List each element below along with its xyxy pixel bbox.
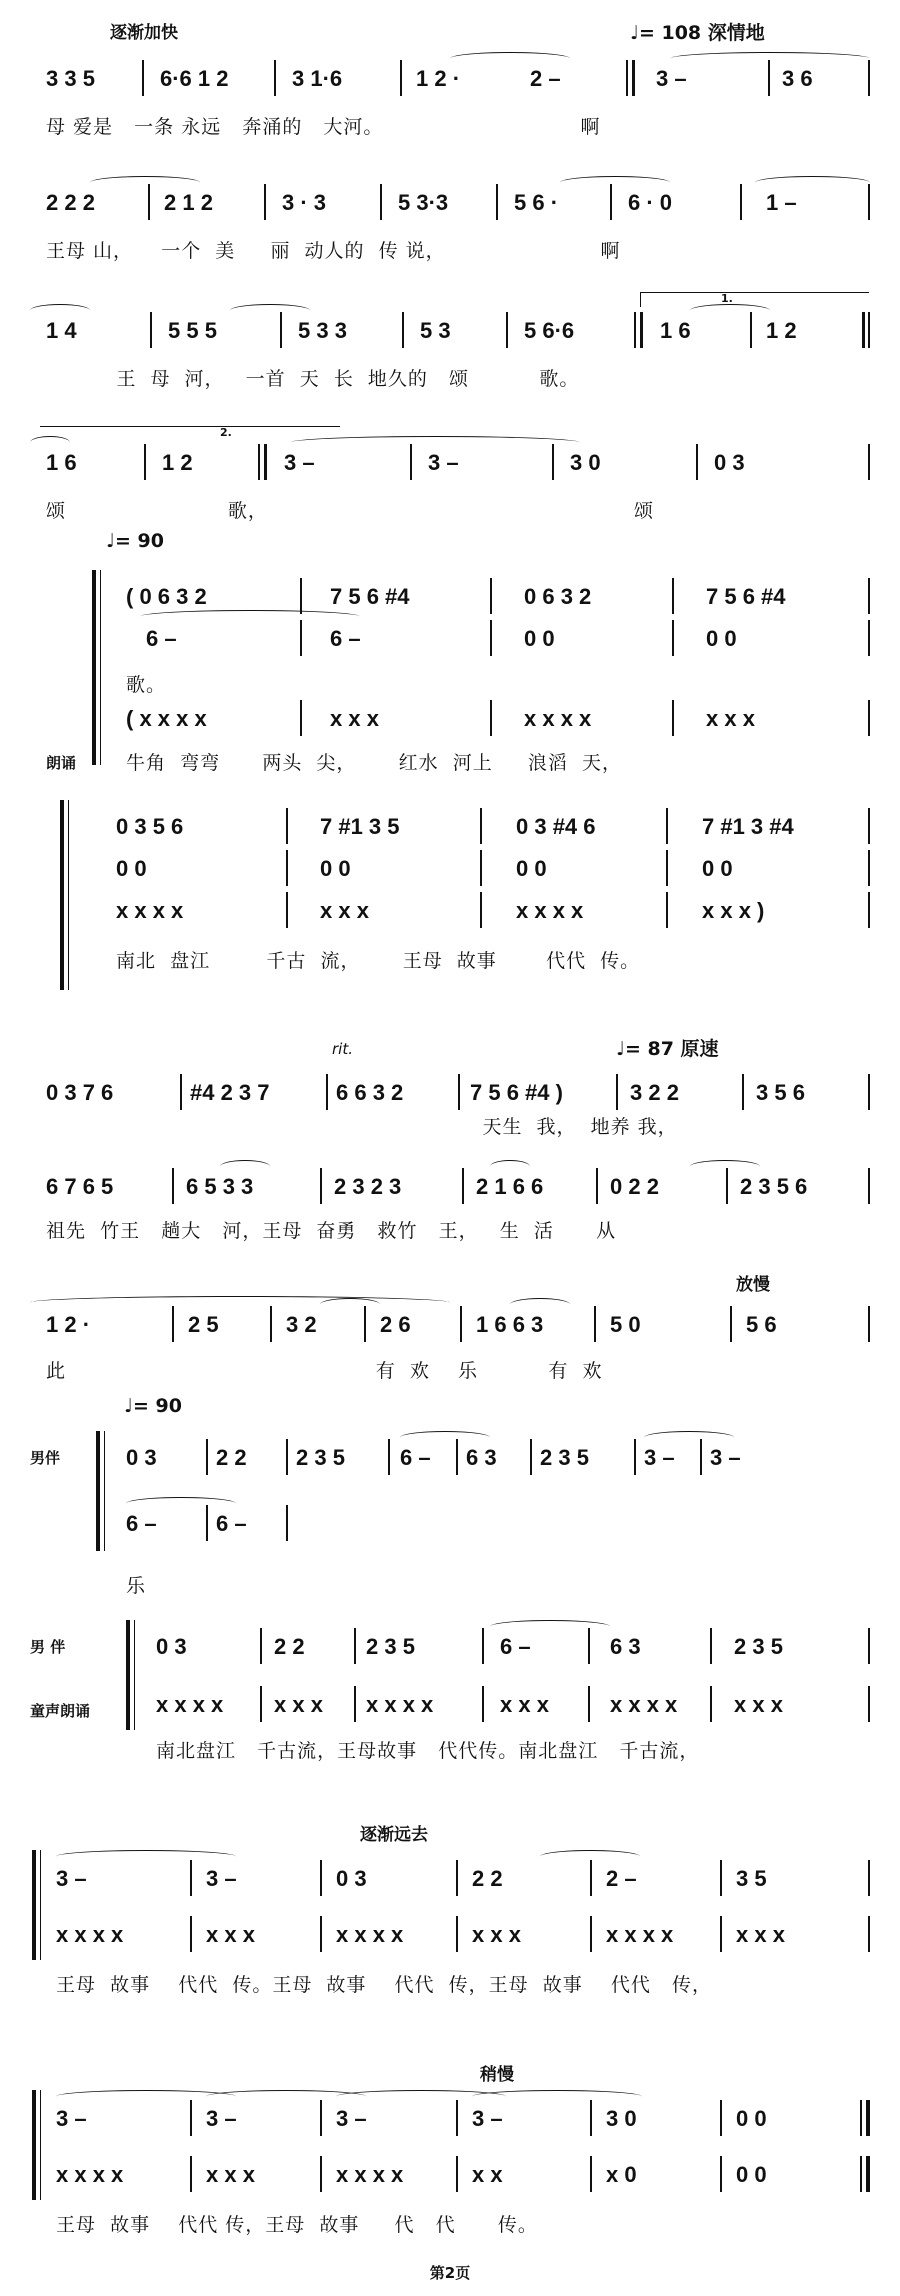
measure: 1 6 — [46, 450, 77, 475]
part-label: 男 伴 — [30, 1638, 66, 1656]
measure: 0 0 — [736, 2106, 767, 2131]
tempo-marking: 逐渐远去 — [360, 1825, 428, 1845]
measure: 0 3 5 6 — [116, 814, 184, 839]
part-label: 朗诵 — [46, 754, 77, 772]
measure: 1 – — [766, 190, 797, 215]
measure: 2 3 2 3 — [334, 1174, 402, 1199]
measure: x x x x — [606, 1922, 674, 1947]
measure: 5 6 · — [514, 190, 559, 215]
measure: 1 2 — [766, 318, 797, 343]
measure: 5 0 — [610, 1312, 641, 1337]
part-1 — [30, 808, 870, 848]
melody-line — [30, 312, 870, 352]
measure: x x x — [734, 1692, 783, 1717]
part-3 — [30, 892, 870, 932]
measure: 2 3 5 6 — [740, 1174, 808, 1199]
measure: 6 – — [330, 626, 361, 651]
measure: x x x ) — [702, 898, 765, 923]
measure: x x x — [206, 1922, 255, 1947]
measure: 2 – — [530, 66, 561, 91]
measure: 2 3 5 — [540, 1445, 589, 1470]
measure: 1 4 — [46, 318, 77, 343]
measure: 3 · 3 — [282, 190, 327, 215]
part-2 — [30, 850, 870, 890]
volta-1: 1. — [721, 292, 733, 305]
measure: 5 3 — [420, 318, 451, 343]
tempo-marking: 放慢 — [736, 1275, 770, 1295]
measure: 2 1 2 — [164, 190, 213, 215]
measure: ( x x x x — [126, 706, 207, 731]
measure: x x x x — [336, 1922, 404, 1947]
melody-line — [30, 1168, 870, 1208]
tempo-marking: ♩= 90 — [124, 1395, 182, 1417]
part-3 — [30, 700, 870, 740]
measure: x x x — [706, 706, 755, 731]
measure: 3 6 — [782, 66, 813, 91]
measure: x x x — [206, 2162, 255, 2187]
measure: 0 0 — [116, 856, 147, 881]
tempo-marking: ♩= 87 原速 — [616, 1038, 719, 1060]
measure: 5 6·6 — [524, 318, 575, 343]
measure: 3 – — [284, 450, 315, 475]
melody-line — [30, 1306, 870, 1346]
part-2 — [30, 620, 870, 660]
measure: x x — [472, 2162, 503, 2187]
measure: 2 2 — [216, 1445, 247, 1470]
measure: 6 3 — [466, 1445, 497, 1470]
tempo-marking: ♩= 90 — [106, 530, 164, 552]
part-2 — [30, 1686, 870, 1726]
melody-line — [30, 1074, 870, 1114]
measure: 0 0 — [706, 626, 737, 651]
measure: 5 3·3 — [398, 190, 449, 215]
lyrics: 王 母 河， 一首 天 长 地久的 颂 歌。 — [46, 368, 580, 390]
measure: 6 · 0 — [628, 190, 673, 215]
measure: 6 3 — [610, 1634, 641, 1659]
measure: 0 6 3 2 — [524, 584, 592, 609]
measure: 6 – — [500, 1634, 531, 1659]
measure: 2 3 5 — [366, 1634, 415, 1659]
lyrics: 王母 山， 一个 美 丽 动人的 传 说， 啊 — [46, 240, 621, 262]
measure: 3 0 — [606, 2106, 637, 2131]
measure: 1 2 · — [416, 66, 461, 91]
measure: 3 3 5 — [46, 66, 95, 91]
measure: 1 2 · — [46, 1312, 91, 1337]
measure: x x x x — [524, 706, 592, 731]
part-2 — [30, 2156, 870, 2196]
measure: 2 3 5 — [296, 1445, 345, 1470]
measure: 1 6 — [660, 318, 691, 343]
part-label: 男伴 — [30, 1449, 61, 1467]
measure: 6 6 3 2 — [336, 1080, 404, 1105]
measure: 0 3 — [156, 1634, 187, 1659]
lyrics: 祖先 竹王 趟大 河，王母 奋勇 救竹 王， 生 活 从 — [46, 1220, 617, 1242]
measure: 7 5 6 #4 — [706, 584, 786, 609]
measure: x x x x — [366, 1692, 434, 1717]
lyrics: 王母 故事 代代 传。王母 故事 代代 传，王母 故事 代代 传， — [56, 1974, 712, 1996]
measure: 7 #1 3 5 — [320, 814, 400, 839]
measure: 5 6 — [746, 1312, 777, 1337]
volta-2: 2. — [220, 426, 232, 439]
measure: 2 1 6 6 — [476, 1174, 544, 1199]
tempo-marking: 稍慢 — [480, 2065, 514, 2085]
measure: 0 0 — [524, 626, 555, 651]
lyrics: 南北 盘江 千古 流， 王母 故事 代代 传。 — [116, 950, 641, 972]
part-2 — [30, 1505, 870, 1545]
measure: 3 1·6 — [292, 66, 343, 91]
tempo-marking: ♩= 108 深情地 — [630, 22, 765, 44]
lyrics: 此 有 欢 乐 有 欢 — [46, 1360, 603, 1382]
part-1 — [30, 2100, 870, 2140]
measure: x x x x — [116, 898, 184, 923]
measure: x x x — [472, 1922, 521, 1947]
measure: 2 2 — [472, 1866, 503, 1891]
lyrics: 母 爱是 一条 永远 奔涌的 大河。 啊 — [46, 116, 601, 138]
part-2 — [30, 1916, 870, 1956]
measure: 3 5 6 — [756, 1080, 805, 1105]
measure: 3 – — [336, 2106, 367, 2131]
measure: 3 – — [206, 1866, 237, 1891]
measure: 5 5 5 — [168, 318, 217, 343]
measure: 3 – — [644, 1445, 675, 1470]
measure: 6 – — [146, 626, 177, 651]
part-1 — [30, 1439, 870, 1479]
measure: 3 – — [56, 2106, 87, 2131]
tempo-marking: 逐渐加快 — [110, 23, 178, 43]
measure: x x x — [500, 1692, 549, 1717]
lyrics: 歌。 — [126, 674, 167, 696]
measure: 6 5 3 3 — [186, 1174, 254, 1199]
measure: 0 3 — [126, 1445, 157, 1470]
measure: 3 – — [428, 450, 459, 475]
rit-marking: rit. — [332, 1040, 353, 1058]
measure: 6 – — [400, 1445, 431, 1470]
page-number: 第2页 — [429, 2264, 471, 2282]
measure: 1 6 6 3 — [476, 1312, 544, 1337]
measure: x x x x — [56, 2162, 124, 2187]
melody-line — [30, 444, 870, 484]
measure: x x x x — [610, 1692, 678, 1717]
measure: x x x — [274, 1692, 323, 1717]
measure: x x x x — [336, 2162, 404, 2187]
measure: 5 3 3 — [298, 318, 347, 343]
measure: 6 7 6 5 — [46, 1174, 114, 1199]
measure: x x x x — [56, 1922, 124, 1947]
measure: 0 3 — [714, 450, 745, 475]
melody-line — [30, 184, 870, 224]
measure: 6 – — [126, 1511, 157, 1536]
measure: x x x x — [156, 1692, 224, 1717]
measure: 0 3 — [336, 1866, 367, 1891]
measure: 7 #1 3 #4 — [702, 814, 794, 839]
measure: 0 0 — [702, 856, 733, 881]
measure: 2 2 — [274, 1634, 305, 1659]
measure: 3 2 — [286, 1312, 317, 1337]
measure: 0 0 — [736, 2162, 767, 2187]
measure: 6 – — [216, 1511, 247, 1536]
measure: 3 – — [56, 1866, 87, 1891]
measure: 7 5 6 #4 — [330, 584, 410, 609]
measure: 3 – — [206, 2106, 237, 2131]
measure: 3 0 — [570, 450, 601, 475]
measure: 0 3 #4 6 — [516, 814, 596, 839]
measure: 2 6 — [380, 1312, 411, 1337]
measure: x x x — [330, 706, 379, 731]
lyrics: 南北盘江 千古流，王母故事 代代传。南北盘江 千古流， — [156, 1740, 700, 1762]
measure: 0 0 — [320, 856, 351, 881]
measure: x 0 — [606, 2162, 637, 2187]
lyrics: 乐 — [126, 1575, 147, 1597]
measure: 6·6 1 2 — [160, 66, 229, 91]
part-1 — [30, 1628, 870, 1668]
part-1 — [30, 578, 870, 618]
lyrics: 天生 我， 地养 我， — [46, 1116, 678, 1138]
measure: 0 0 — [516, 856, 547, 881]
measure: 1 2 — [162, 450, 193, 475]
measure: x x x — [320, 898, 369, 923]
measure: 2 2 2 — [46, 190, 95, 215]
part-label: 童声朗诵 — [30, 1702, 91, 1720]
measure: 2 3 5 — [734, 1634, 783, 1659]
measure: 2 5 — [188, 1312, 219, 1337]
lyrics: 王母 故事 代代 传，王母 故事 代 代 传。 — [56, 2214, 538, 2236]
measure: 3 – — [472, 2106, 503, 2131]
measure: 3 – — [656, 66, 687, 91]
measure: 0 2 2 — [610, 1174, 659, 1199]
lyrics: 牛角 弯弯 两头 尖， 红水 河上 浪滔 天， — [126, 752, 622, 774]
measure: #4 2 3 7 — [190, 1080, 270, 1105]
measure: 3 – — [710, 1445, 741, 1470]
measure: 2 – — [606, 1866, 637, 1891]
melody-line — [30, 60, 870, 100]
measure: ( 0 6 3 2 — [126, 584, 207, 609]
part-1 — [30, 1860, 870, 1900]
measure: 3 2 2 — [630, 1080, 679, 1105]
measure: x x x — [736, 1922, 785, 1947]
measure: 0 3 7 6 — [46, 1080, 114, 1105]
measure: 3 5 — [736, 1866, 767, 1891]
lyrics: 颂 歌， 颂 — [46, 500, 654, 522]
measure: 7 5 6 #4 ) — [470, 1080, 563, 1105]
measure: x x x x — [516, 898, 584, 923]
